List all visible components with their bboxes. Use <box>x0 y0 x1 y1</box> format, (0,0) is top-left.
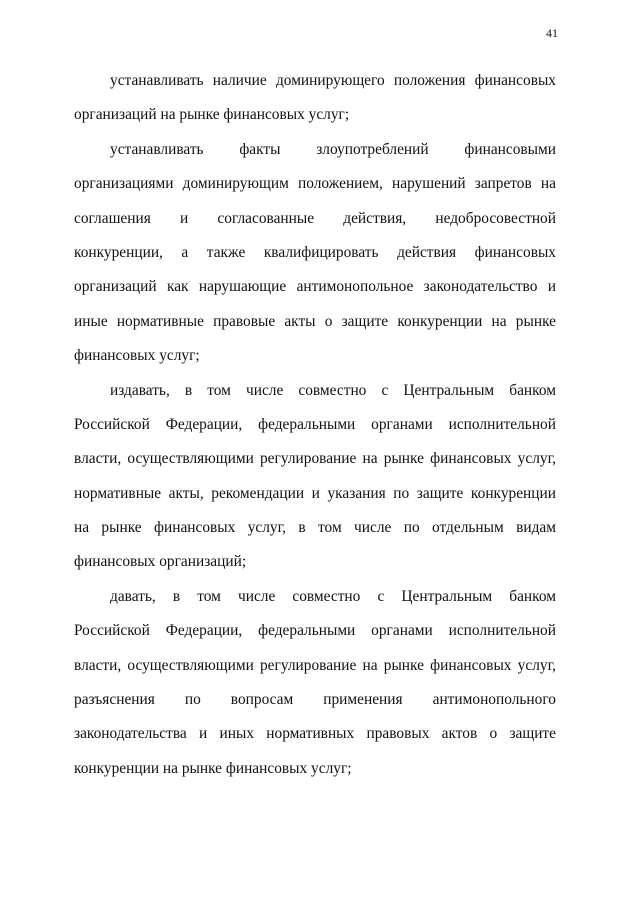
text-line: устанавливать факты злоупотреблений финансовыми <box>110 140 556 158</box>
text-line: конкуренции на рынке финансовых услуг; <box>74 759 352 777</box>
text-line: финансовых организаций; <box>74 553 247 571</box>
text-line: разъяснения по вопросам применения антимонопольного <box>74 691 556 709</box>
text-line: Российской Федерации, федеральными органами исполнительной <box>74 415 556 433</box>
text-line: финансовых услуг; <box>74 347 200 365</box>
text-line: на рынке финансовых услуг, в том числе по отдельным видам <box>74 519 556 537</box>
text-line: нормативные акты, рекомендации и указания по защите конкуренции <box>74 484 556 502</box>
text-line: законодательства и иных нормативных правовых актов о защите <box>74 725 556 743</box>
text-line: устанавливать наличие доминирующего положения финансовых <box>110 72 556 89</box>
page-number: 41 <box>546 26 558 40</box>
text-line: давать, в том числе совместно с Центральным банком <box>110 587 556 605</box>
text-line: иные нормативные правовые акты о защите конкуренции на рынке <box>74 312 556 330</box>
text-line: соглашения и согласованные действия, недобросовестной <box>74 209 556 227</box>
text-line: власти, осуществляющими регулирование на рынке финансовых услуг, <box>74 450 556 468</box>
text-line: Российской Федерации, федеральными органами исполнительной <box>74 622 556 640</box>
document-body <box>74 64 556 786</box>
text-line: власти, осуществляющими регулирование на рынке финансовых услуг, <box>74 656 556 674</box>
text-line: издавать, в том числе совместно с Центральным банком <box>110 381 556 399</box>
text-line: конкуренции, а также квалифицировать действия финансовых <box>74 243 556 261</box>
text-line: организаций как нарушающие антимонопольное законодательство и <box>74 278 556 296</box>
text-line: организациями доминирующим положением, нарушений запретов на <box>74 175 556 193</box>
text-line: организаций на рынке финансовых услуг; <box>74 106 350 124</box>
